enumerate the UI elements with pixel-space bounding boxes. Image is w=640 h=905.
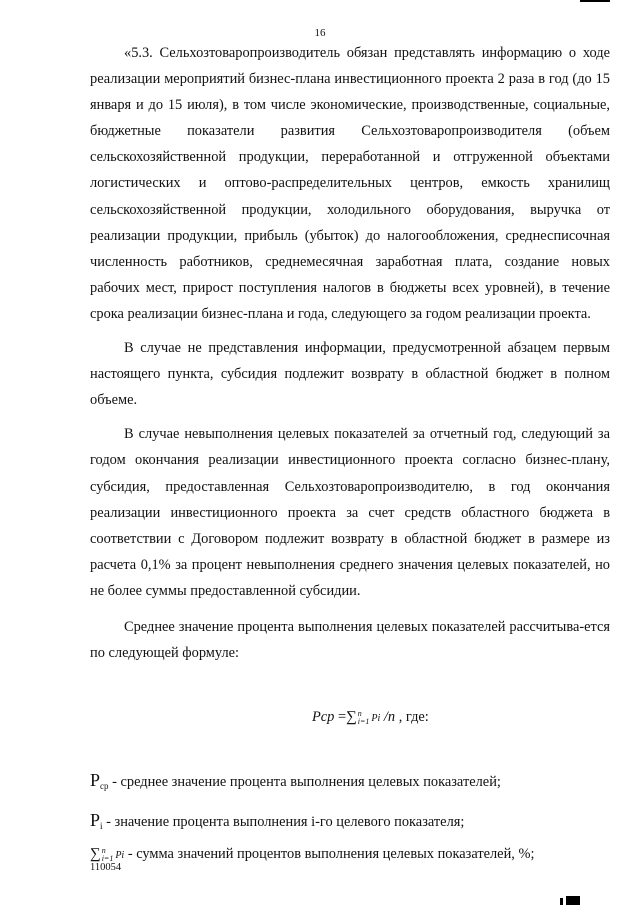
formula [90,702,610,732]
definition-pcp-subscript: ср [100,781,109,792]
page-number: 16 [314,27,326,39]
paragraph-5-3: «5.3. Сельхозтоваропроизводитель обязан представлять информацию о ходе реализации мероприятий бизнес-плана инвестиционного проекта 2 раза в год (до 15 января и до 15 июля), в том числе экономические, производственные, социальные, бюджетные показатели развития Сельхозтоваропроизводителя (объем сельскохозяйственной продукции, переработанной и отгруженной объектами логистических и оптово-распределительных центров, емкость хранилищ сельскохозяйственной продукции, холодильного оборудования, выручка от реализации продукции, прибыль (убыток) до налогообложения, среднесписочная численность работников, среднемесячная заработная плата, создание новых рабочих мест, прирост поступления налогов в бюджеты всех уровней), в течение срока реализации бизнес-плана и года, следующего за годом реализации проекта. [90,45,610,322]
scan-edge-mark-bottom-thin [560,898,563,905]
document-code: 110054 [90,862,122,873]
formula-lhs: Pcp [312,709,335,726]
definition-pi [90,808,610,838]
formula-term: Pi [371,713,381,725]
formula-sum-lower: i=1 [357,716,370,726]
definition-pcp-symbol: P [90,770,101,791]
definition-pi-text: - значение процента выполнения i-го целевого показателя; [102,814,465,831]
definition-sum-upper: n [101,845,106,855]
definition-sum-lower: i=1 [101,853,114,863]
paragraph-formula-intro: Среднее значение процента выполнения целевых показателей рассчитыва-ется по следующей формуле: [90,618,610,662]
definition-pcp-text: - среднее значение процента выполнения целевых показателей; [108,774,501,791]
scan-edge-mark [580,0,610,2]
formula-tail: , где: [395,709,429,726]
formula-divisor: /n [380,709,396,726]
definition-sum [90,842,610,868]
paragraph-non-submission: В случае не представления информации, предусмотренной абзацем первым настоящего пункта, субсидия подлежит возврату в областной бюджет в полном объеме. [90,340,610,409]
definition-pi-symbol: P [90,810,101,831]
scan-edge-mark-bottom [566,896,580,905]
definition-sum-symbol: ∑ [90,846,101,863]
formula-sum-upper: n [357,708,362,718]
paragraph-non-fulfillment: В случае невыполнения целевых показателей за отчетный год, следующий за годом окончания реализации инвестиционного проекта согласно бизнес-плану, субсидия, предоставленная Сельхозтоваропроизводителю, в год окончания реализации инвестиционного проекта за счет средств областного бюджета в соответствии с Договором подлежит возврату в областной бюджет в размере из расчета 0,1% за процент невыполнения среднего значения целевых показателей, но не более суммы предоставленной субсидии. [90,426,610,599]
definition-pcp [90,768,610,798]
formula-equals: = [334,709,347,726]
definition-sum-term: Pi [115,850,125,862]
document-body [90,40,610,868]
definition-sum-text: - сумма значений процентов выполнения целевых показателей, %; [124,846,535,863]
definition-pi-subscript: i [100,821,103,832]
formula-sum-symbol: ∑ [346,709,357,726]
